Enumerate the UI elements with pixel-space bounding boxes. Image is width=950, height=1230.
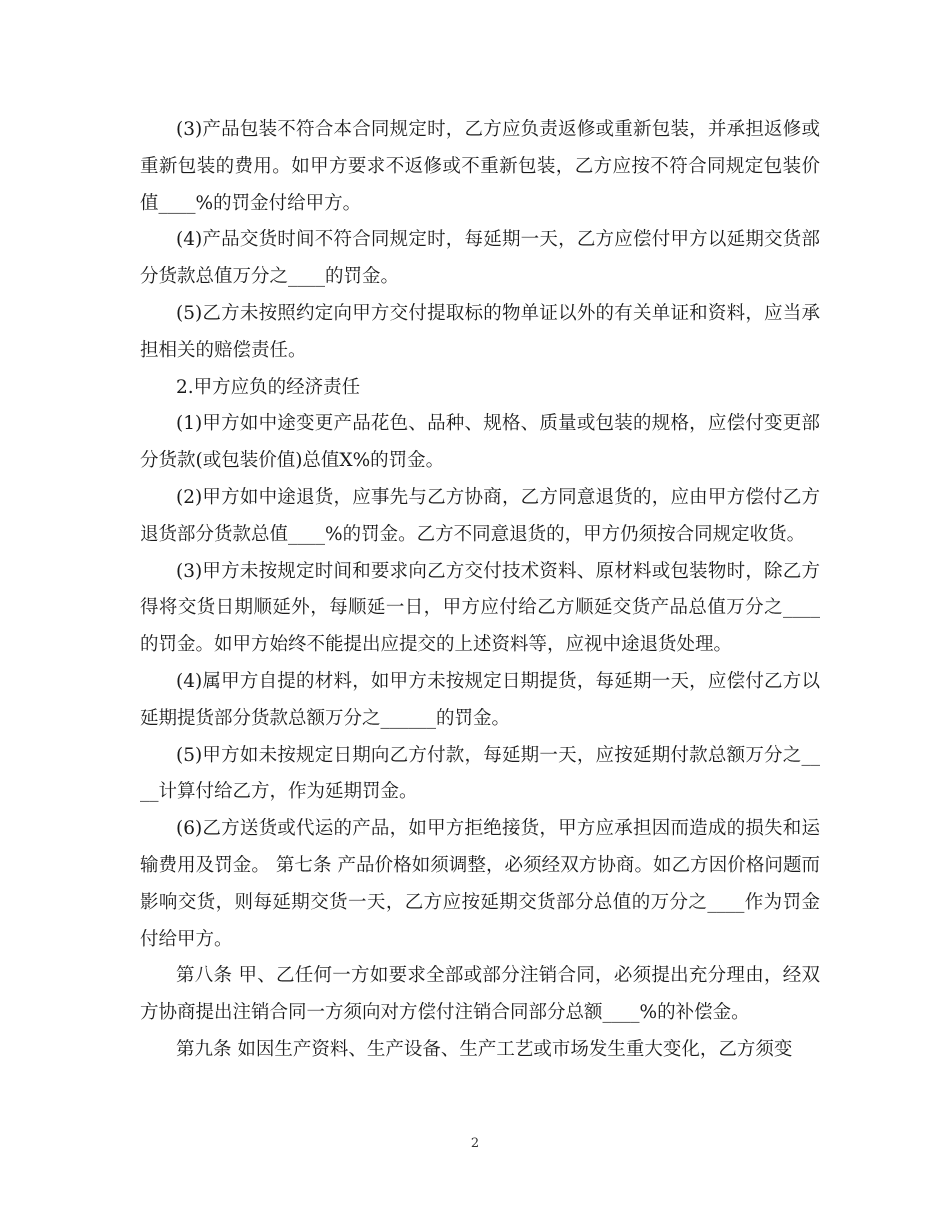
paragraph-penalty-packaging: (3)产品包装不符合本合同规定时，乙方应负责返修或重新包装，并承担返修或重新包装的费用。如甲方要求不返修或不重新包装，乙方应按不符合同规定包装价值____%的罚金付给甲方。 [140, 119, 820, 214]
paragraph-article-8: 第八条 甲、乙任何一方如要求全部或部分注销合同，必须提出充分理由，经双方协商提出注销合同一方须向对方偿付注销合同部分总额____%的补偿金。 [140, 965, 820, 1024]
paragraph-penalty-pickup: (4)属甲方自提的材料，如甲方未按规定日期提货，每延期一天，应偿付乙方以延期提货部分货款总额万分之______的罚金。 [140, 670, 820, 729]
page-number: 2 [470, 1136, 480, 1151]
paragraph-penalty-payment: (5)甲方如未按规定日期向乙方付款，每延期一天，应按延期付款总额万分之____计算付给乙方，作为延期罚金。 [140, 744, 820, 803]
paragraph-article-9: 第九条 如因生产资料、生产设备、生产工艺或市场发生重大变化，乙方须变 [176, 1038, 793, 1060]
paragraph-penalty-materials: (3)甲方未按规定时间和要求向乙方交付技术资料、原材料或包装物时，除乙方得将交货日期顺延外，每顺延一日，甲方应付给乙方顺延交货产品总值万分之____的罚金。如甲方始终不能提出应提交的上述资料等，应视中途退货处理。 [140, 560, 820, 656]
paragraph-penalty-change-spec: (1)甲方如中途变更产品花色、品种、规格、质量或包装的规格，应偿付变更部分货款(或包装价值)总值X%的罚金。 [140, 413, 820, 472]
paragraph-penalty-late-delivery: (4)产品交货时间不符合同规定时，每延期一天，乙方应偿付甲方以延期交货部分货款总值万分之____的罚金。 [140, 229, 820, 288]
paragraph-refusal-article-7: (6)乙方送货或代运的产品，如甲方拒绝接货，甲方应承担因而造成的损失和运输费用及罚金。 第七条 产品价格如须调整，必须经双方协商。如乙方因价格问题而影响交货，则每延期交货一天，乙方应按延期交货部分总值的万分之____作为罚金付给甲方。 [140, 818, 820, 950]
section-heading-party-a-liability: 2.甲方应负的经济责任 [176, 376, 361, 398]
document-body [140, 112, 820, 1069]
paragraph-penalty-return: (2)甲方如中途退货，应事先与乙方协商，乙方同意退货的，应由甲方偿付乙方退货部分货款总值____%的罚金。乙方不同意退货的，甲方仍须按合同规定收货。 [140, 486, 820, 545]
paragraph-liability-documents: (5)乙方未按照约定向甲方交付提取标的物单证以外的有关单证和资料，应当承担相关的赔偿责任。 [140, 302, 820, 361]
